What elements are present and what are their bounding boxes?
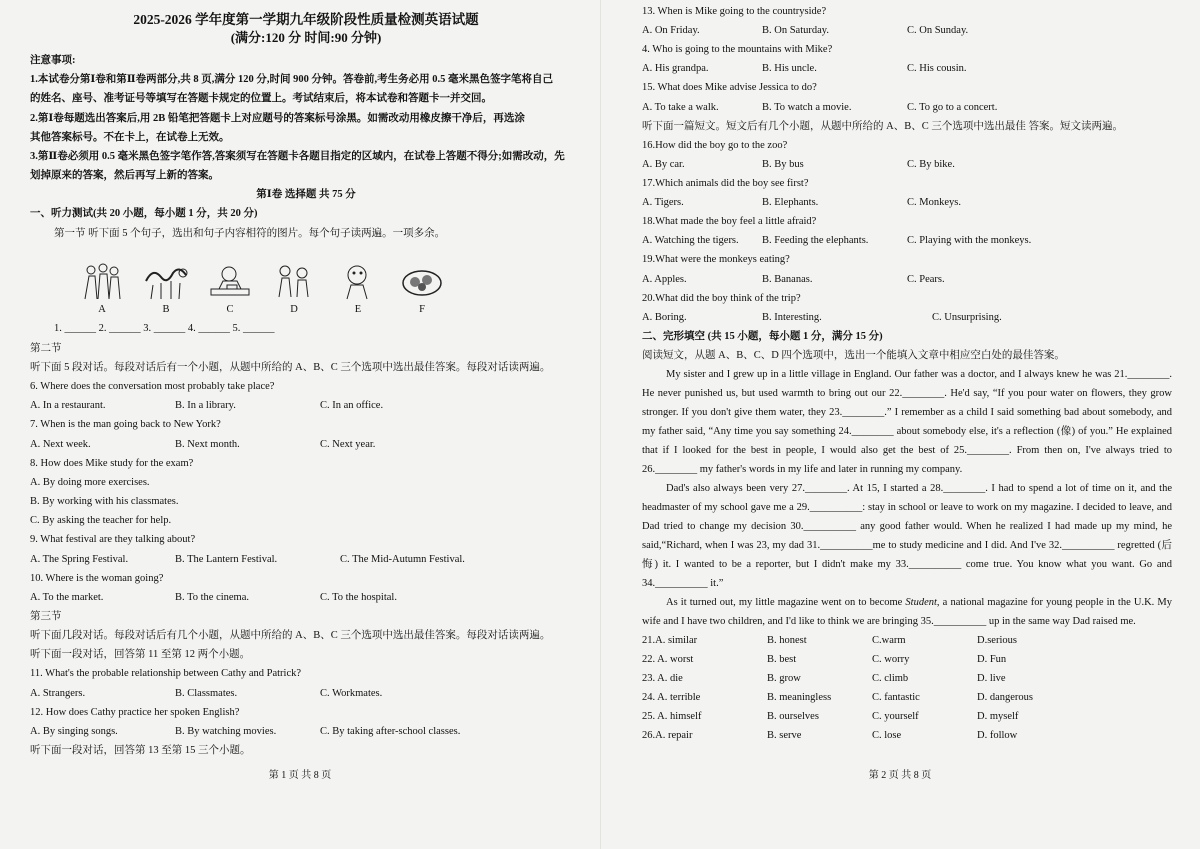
option: C. His cousin.	[907, 63, 967, 75]
question-20: 20.What did the boy think of the trip?	[642, 292, 801, 304]
question-18: 18.What made the boy feel a little afraid?	[642, 216, 817, 228]
question-16-options	[642, 155, 1172, 174]
option: A. In a restaurant.	[30, 400, 106, 412]
choice: D. Fun	[977, 654, 1007, 666]
option: A. Boring.	[642, 311, 687, 323]
people-group-icon	[70, 261, 134, 301]
choice: C. fantastic	[872, 692, 920, 704]
dragon-dance-icon	[134, 261, 198, 301]
section-1-part-2-desc: 听下面 5 段对话。每段对话后有一个小题，从题中所给的 A、B、C 三个选项中选出最佳答案。每段对话读两遍。	[30, 362, 551, 374]
choice: B. serve	[767, 730, 802, 742]
option: B. The Lantern Festival.	[175, 553, 278, 565]
option: C. Next year.	[320, 438, 376, 450]
choice: 25. A. himself	[642, 711, 702, 723]
question-6: 6. Where does the conversation most probably take place?	[30, 381, 275, 393]
option: B. To watch a movie.	[762, 101, 852, 113]
option: B. By watching movies.	[175, 725, 277, 737]
option: A. To the market.	[30, 591, 104, 603]
section-1-part-3-desc: 听下面几段对话。每段对话后有几个小题，从题中所给的 A、B、C 三个选项中选出最佳答案。每段对话读两遍。	[30, 630, 551, 642]
picture-row	[70, 253, 582, 301]
option: B. By bus	[762, 159, 804, 171]
student-desk-icon	[198, 261, 262, 301]
part-1-title: 第Ⅰ卷 选择题 共 75 分	[256, 189, 356, 201]
notice-line: 的姓名、座号、准考证号等填写在答题卡规定的位置上。考试结束后，将本试卷和答题卡一并交回。	[30, 93, 492, 105]
option: A. By car.	[642, 159, 685, 171]
choice: 22. A. worst	[642, 654, 694, 666]
choice: 24. A. terrible	[642, 692, 701, 704]
question-13: 13. When is Mike going to the countryside?	[642, 6, 827, 17]
option: C. To the hospital.	[320, 591, 397, 603]
option: A. By doing more exercises.	[30, 476, 150, 488]
option: A. Apples.	[642, 273, 687, 285]
question-19-options	[642, 270, 1172, 289]
option: C. To go to a concert.	[907, 101, 998, 113]
choice: C. climb	[872, 673, 909, 685]
section-1-part-1: 第一节 听下面 5 个句子，选出和句子内容相符的图片。每个句子读两遍。一项多余。	[54, 227, 446, 239]
question-6-options	[30, 396, 582, 415]
passage-text: As it turned out, my little magazine went on to become	[666, 597, 906, 609]
question-14-options	[642, 59, 1172, 78]
choice: 21.A. similar	[642, 635, 698, 647]
page-footer: 第 2 页 共 8 页	[868, 770, 932, 781]
picture-label: C	[226, 303, 234, 315]
dialog-instruction: 听下面一段对话，回答第 11 至第 12 两个小题。	[30, 649, 251, 661]
choice: 23. A. die	[642, 673, 683, 685]
option: C. Pears.	[907, 273, 945, 285]
page-2	[600, 0, 1200, 849]
passage-paragraph: Dad's also always been very 27.________. At 15, I started a 28.________. I had to spend a lot of time on it, and the headmaster of my school gave me a 29.__________: stay in school or leave to work on my magazine. I decided to leave, and Dad tried to change my decision 30.__________ any good father would. When he realized I had made up my mind, he said,“Richard, when I was 23, my dad 31.__________me to study medicine and I did. And I've 32.__________ regretted (后悔) it. I wanted to be a reporter, but I didn't make my 33.__________ come true. You know what you want. Go and 34.__________ it.”	[642, 483, 1172, 590]
question-20-options	[642, 308, 1172, 327]
option: A. On Friday.	[642, 25, 700, 37]
option: A. Tigers.	[642, 197, 684, 209]
option: A. The Spring Festival.	[30, 553, 129, 565]
option: B. Feeding the elephants.	[762, 235, 869, 247]
passage-text: , a national magazine for young people in the U.K. My wife and I have two children, and I'd like to think we are bringing 35.__________ up in the same way Dad raised me.	[642, 597, 1172, 628]
question-10: 10. Where is the woman going?	[30, 572, 164, 584]
section-2-desc: 阅读短文，从题 A、B、C、D 四个选项中，选出一个能填入文章中相应空白处的最佳答案。	[642, 350, 1065, 362]
option: C. The Mid-Autumn Festival.	[340, 553, 465, 565]
option: B. On Saturday.	[762, 25, 829, 37]
notice-line: 其他答案标号。不在卡上，在试卷上无效。	[30, 131, 230, 143]
passage-paragraph	[642, 593, 1172, 631]
option: C. By asking the teacher for help.	[30, 515, 172, 527]
option: B. Elephants.	[762, 197, 819, 209]
option: B. By working with his classmates.	[30, 496, 179, 508]
picture-labels	[70, 301, 582, 319]
option: B. Classmates.	[175, 687, 238, 699]
option: B. Next month.	[175, 438, 240, 450]
question-13-options	[642, 21, 1172, 40]
question-8: 8. How does Mike study for the exam?	[30, 457, 194, 469]
option: C. Workmates.	[320, 687, 383, 699]
question-10-options	[30, 588, 582, 607]
question-12: 12. How does Cathy practice her spoken English?	[30, 706, 240, 718]
choice: B. honest	[767, 635, 807, 647]
exam-title: 2025-2026 学年度第一学期九年级阶段性质量检测英语试题	[133, 12, 479, 27]
choice: C. yourself	[872, 711, 919, 723]
question-15: 15. What does Mike advise Jessica to do?	[642, 82, 817, 94]
question-9-options	[30, 550, 582, 569]
magazine-name: Student	[905, 597, 937, 609]
picture-label: D	[290, 303, 298, 315]
option: B. In a library.	[175, 400, 236, 412]
question-11: 11. What's the probable relationship between Cathy and Patrick?	[30, 668, 302, 680]
choice: B. best	[767, 654, 797, 666]
page-footer: 第 1 页 共 8 页	[268, 770, 332, 781]
passage-paragraph: My sister and I grew up in a little village in England. Our father was a doctor, and I always knew he was 21.________. He never punished us, but used warmth to bring out our 22.________. He'd say, “If you pour water on flowers, they grow stronger. If you don't give them water, they 23.________.” I remember as a child I said something bad about somebody, and my father said, “Any time you say something 24.________ about somebody else, it's a reflection (像) of you.” He explained that if I looked for the best in people, I would also get the best of 25.________. From then on, I've always tried to 26.________ my father's words in my life and later in running my company.	[642, 369, 1172, 476]
notice-title: 注意事项:	[30, 55, 76, 66]
option: A. Strangers.	[30, 687, 86, 699]
question-19: 19.What were the monkeys eating?	[642, 254, 790, 266]
option: C. Playing with the monkeys.	[907, 235, 1032, 247]
question-17-options	[642, 193, 1172, 212]
question-7-options	[30, 435, 582, 454]
option: A. To take a walk.	[642, 101, 719, 113]
option: A. His grandpa.	[642, 63, 709, 75]
choice: C. worry	[872, 654, 910, 666]
option: C. By taking after-school classes.	[320, 725, 461, 737]
question-18-options	[642, 231, 1172, 250]
option: B. Interesting.	[762, 311, 822, 323]
notice-line: 2.第Ⅰ卷每题选出答案后,用 2B 铅笔把答题卡上对应题号的答案标号涂黑。如需改动用橡皮擦干净后，再选涂	[30, 112, 525, 124]
question-12-options	[30, 722, 582, 741]
choice: D. myself	[977, 711, 1019, 723]
cartoon-icon	[326, 261, 390, 301]
children-icon	[262, 261, 326, 301]
question-15-options	[642, 98, 1172, 117]
choice: 26.A. repair	[642, 730, 693, 742]
question-14: 4. Who is going to the mountains with Mike?	[642, 44, 833, 56]
question-7: 7. When is the man going back to New York?	[30, 419, 221, 431]
option: C. Unsurprising.	[932, 311, 1002, 323]
choice: C. lose	[872, 730, 902, 742]
picture-label: B	[162, 303, 170, 315]
option: B. To the cinema.	[175, 591, 250, 603]
answer-blanks: 1. ______ 2. ______ 3. ______ 4. ______ 5. ______	[54, 322, 275, 334]
picture-label: F	[419, 303, 425, 315]
option: C. By bike.	[907, 159, 955, 171]
choice: C.warm	[872, 635, 906, 647]
question-11-options	[30, 684, 582, 703]
choice: D. follow	[977, 730, 1018, 742]
option: B. Bananas.	[762, 273, 813, 285]
notice-line: 3.第Ⅱ卷必须用 0.5 毫米黑色签字笔作答,答案须写在答题卡各题目指定的区域内，在试卷上答题不得分;如需改动，先	[30, 151, 565, 163]
exam-subtitle: (满分:120 分 时间:90 分钟)	[230, 30, 382, 45]
cloze-choices	[642, 631, 1172, 745]
choice: D. dangerous	[977, 692, 1033, 704]
picture-label: E	[354, 303, 362, 315]
section-1-part-3: 第三节	[30, 610, 62, 622]
option: C. On Sunday.	[907, 25, 969, 37]
option: B. His uncle.	[762, 63, 817, 75]
option: C. Monkeys.	[907, 197, 961, 209]
notice-line: 1.本试卷分第Ⅰ卷和第Ⅱ卷两部分,共 8 页,满分 120 分,时间 900 分钟。答卷前,考生务必用 0.5 毫米黑色签字笔将自己	[30, 74, 554, 86]
question-9: 9. What festival are they talking about?	[30, 534, 196, 546]
section-1-title: 一、听力测试(共 20 小题，每小题 1 分，共 20 分)	[30, 208, 258, 220]
notice-line: 划掉原来的答案，然后再写上新的答案。	[30, 170, 219, 182]
section-1-part-2: 第二节	[30, 342, 62, 354]
passage-instruction: 听下面一篇短文。短文后有几个小题，从题中所给的 A、B、C 三个选项中选出最佳 答案。短文读两遍。	[642, 120, 1123, 132]
option: A. Next week.	[30, 438, 91, 450]
choice: B. ourselves	[767, 711, 819, 723]
picture-label: A	[98, 303, 106, 315]
section-2-title: 二、完形填空 (共 15 小题，每小题 1 分，满分 15 分)	[642, 330, 883, 342]
question-17: 17.Which animals did the boy see first?	[642, 178, 809, 190]
option: A. Watching the tigers.	[642, 235, 739, 247]
dialog-instruction: 听下面一段对话，回答第 13 至第 15 三个小题。	[30, 744, 251, 756]
mooncake-plate-icon	[390, 261, 454, 301]
question-16: 16.How did the boy go to the zoo?	[642, 139, 788, 151]
option: C. In an office.	[320, 400, 384, 412]
choice: D. live	[977, 673, 1006, 685]
option: A. By singing songs.	[30, 725, 118, 737]
choice: B. grow	[767, 673, 801, 685]
choice: B. meaningless	[767, 692, 832, 704]
choice: D.serious	[977, 635, 1017, 647]
